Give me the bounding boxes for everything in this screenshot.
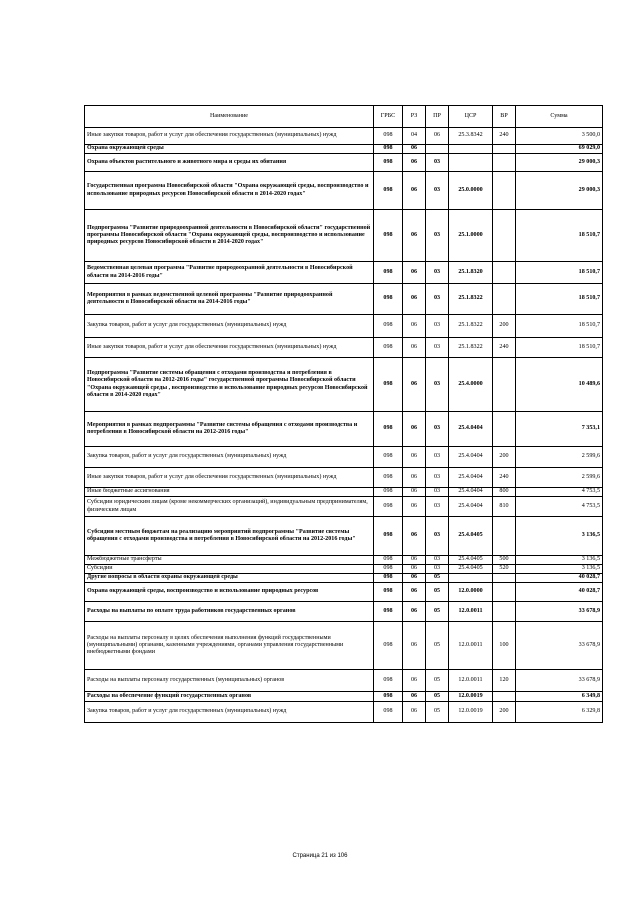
table-row — [85, 172, 603, 210]
table-row — [85, 702, 603, 723]
cell-csr: 12.0.0011 — [449, 670, 493, 692]
cell-pr: 03 — [426, 284, 449, 315]
cell-rz: 06 — [403, 447, 426, 468]
table-row — [85, 565, 603, 574]
cell-sum: 3 500,0 — [516, 128, 603, 145]
cell-rz: 06 — [403, 583, 426, 602]
cell-vr: 100 — [493, 622, 516, 670]
cell-grbs: 098 — [374, 284, 403, 315]
cell-sum: 33 678,9 — [516, 622, 603, 670]
cell-rz: 06 — [403, 574, 426, 583]
cell-pr: 03 — [426, 565, 449, 574]
cell-vr: 800 — [493, 488, 516, 497]
cell-vr — [493, 517, 516, 556]
cell-rz: 04 — [403, 128, 426, 145]
cell-sum: 40 028,7 — [516, 574, 603, 583]
column-header-name: Наименование — [85, 106, 374, 128]
cell-pr: 03 — [426, 172, 449, 210]
cell-rz: 06 — [403, 315, 426, 338]
cell-sum: 29 000,3 — [516, 154, 603, 172]
cell-csr: 25.4.0404 — [449, 468, 493, 488]
cell-rz: 06 — [403, 565, 426, 574]
table-row — [85, 262, 603, 284]
cell-name: Ведомственная целевая программа "Развитие природоохранной деятельности в Новосибирской области на 2014-2016 годы" — [85, 262, 374, 284]
table-row — [85, 412, 603, 447]
column-header-sum: Сумма — [516, 106, 603, 128]
table-row — [85, 583, 603, 602]
cell-grbs: 098 — [374, 565, 403, 574]
cell-sum: 69 029,0 — [516, 145, 603, 154]
cell-csr: 25.0.0000 — [449, 172, 493, 210]
cell-vr — [493, 262, 516, 284]
table-row — [85, 284, 603, 315]
cell-pr: 03 — [426, 517, 449, 556]
cell-vr — [493, 284, 516, 315]
cell-grbs: 098 — [374, 517, 403, 556]
cell-csr: 12.0.0019 — [449, 692, 493, 702]
column-header-vr: ВР — [493, 106, 516, 128]
cell-vr: 500 — [493, 556, 516, 565]
cell-sum: 18 510,7 — [516, 262, 603, 284]
cell-sum: 3 136,5 — [516, 517, 603, 556]
cell-name: Расходы на выплаты по оплате труда работников государственных органов — [85, 602, 374, 622]
cell-rz: 06 — [403, 145, 426, 154]
cell-rz: 06 — [403, 517, 426, 556]
cell-sum: 6 329,8 — [516, 702, 603, 723]
cell-csr: 25.1.8322 — [449, 284, 493, 315]
cell-pr — [426, 145, 449, 154]
cell-sum: 2 599,6 — [516, 447, 603, 468]
cell-rz: 06 — [403, 154, 426, 172]
cell-vr: 240 — [493, 468, 516, 488]
cell-pr: 05 — [426, 670, 449, 692]
cell-rz: 06 — [403, 172, 426, 210]
cell-rz: 06 — [403, 210, 426, 262]
cell-rz: 06 — [403, 602, 426, 622]
cell-pr: 03 — [426, 468, 449, 488]
cell-csr — [449, 154, 493, 172]
cell-csr: 25.4.0404 — [449, 447, 493, 468]
cell-rz: 06 — [403, 412, 426, 447]
cell-vr — [493, 412, 516, 447]
cell-vr — [493, 172, 516, 210]
cell-name: Закупка товаров, работ и услуг для государственных (муниципальных) нужд — [85, 447, 374, 468]
table-row — [85, 358, 603, 412]
cell-name: Мероприятия в рамках подпрограммы "Развитие системы обращения с отходами производства и потребления в Новосибирской области на 2012-2016 годы" — [85, 412, 374, 447]
cell-grbs: 098 — [374, 338, 403, 358]
cell-name: Иные закупки товаров, работ и услуг для обеспечения государственных (муниципальных) нужд — [85, 128, 374, 145]
cell-grbs: 098 — [374, 574, 403, 583]
cell-sum: 18 510,7 — [516, 315, 603, 338]
cell-rz: 06 — [403, 262, 426, 284]
cell-grbs: 098 — [374, 447, 403, 468]
cell-grbs: 098 — [374, 468, 403, 488]
cell-csr: 25.1.8322 — [449, 338, 493, 358]
cell-sum: 3 136,5 — [516, 556, 603, 565]
cell-name: Другие вопросы в области охраны окружающей среды — [85, 574, 374, 583]
table-row — [85, 128, 603, 145]
cell-csr: 25.3.8342 — [449, 128, 493, 145]
cell-rz: 06 — [403, 488, 426, 497]
cell-grbs: 098 — [374, 172, 403, 210]
cell-name: Расходы на выплаты персоналу в целях обеспечения выполнения функций государственными (муниципальными) органами, казенными учреждениями, органами управления государственными внебюджетными фондами — [85, 622, 374, 670]
cell-pr: 05 — [426, 574, 449, 583]
cell-name: Расходы на выплаты персоналу государственных (муниципальных) органов — [85, 670, 374, 692]
column-header-grbs: ГРБС — [374, 106, 403, 128]
cell-csr: 25.4.0405 — [449, 517, 493, 556]
cell-grbs: 098 — [374, 622, 403, 670]
cell-vr — [493, 574, 516, 583]
cell-name: Иные бюджетные ассигнования — [85, 488, 374, 497]
column-header-pr: ПР — [426, 106, 449, 128]
cell-sum: 29 000,3 — [516, 172, 603, 210]
cell-rz: 06 — [403, 468, 426, 488]
cell-name: Субсидии — [85, 565, 374, 574]
cell-pr: 03 — [426, 262, 449, 284]
cell-name: Иные закупки товаров, работ и услуг для обеспечения государственных (муниципальных) нужд — [85, 338, 374, 358]
table-row — [85, 468, 603, 488]
cell-csr: 12.0.0011 — [449, 602, 493, 622]
cell-pr: 03 — [426, 488, 449, 497]
cell-grbs: 098 — [374, 315, 403, 338]
cell-grbs: 098 — [374, 358, 403, 412]
cell-grbs: 098 — [374, 497, 403, 517]
cell-grbs: 098 — [374, 583, 403, 602]
cell-pr: 05 — [426, 692, 449, 702]
cell-csr: 25.4.0405 — [449, 556, 493, 565]
cell-rz: 06 — [403, 702, 426, 723]
cell-sum: 18 510,7 — [516, 338, 603, 358]
cell-grbs: 098 — [374, 154, 403, 172]
cell-name: Государственная программа Новосибирской области "Охрана окружающей среды, воспроизводство и использование природных ресурсов Новосибирской области в 2014-2020 годах" — [85, 172, 374, 210]
cell-vr — [493, 154, 516, 172]
cell-csr: 25.4.0405 — [449, 565, 493, 574]
cell-sum: 10 489,6 — [516, 358, 603, 412]
cell-name: Охрана объектов растительного и животного мира и среды их обитания — [85, 154, 374, 172]
cell-pr: 05 — [426, 702, 449, 723]
cell-grbs: 098 — [374, 602, 403, 622]
cell-name: Подпрограмма "Развитие природоохранной деятельности в Новосибирской области" государственной программы Новосибирской области "Охрана окружающей среды, воспроизводство и использование природных ресурсов Новосибирской области в 2014-2020 годах" — [85, 210, 374, 262]
budget-table — [84, 105, 603, 723]
cell-vr: 240 — [493, 338, 516, 358]
cell-sum: 4 753,5 — [516, 497, 603, 517]
cell-vr: 200 — [493, 447, 516, 468]
cell-sum: 3 136,5 — [516, 565, 603, 574]
cell-pr: 03 — [426, 358, 449, 412]
cell-vr — [493, 692, 516, 702]
cell-grbs: 098 — [374, 128, 403, 145]
cell-sum: 33 678,9 — [516, 602, 603, 622]
cell-vr — [493, 145, 516, 154]
cell-pr: 03 — [426, 556, 449, 565]
table-row — [85, 622, 603, 670]
table-row — [85, 692, 603, 702]
cell-grbs: 098 — [374, 210, 403, 262]
cell-name: Иные закупки товаров, работ и услуг для обеспечения государственных (муниципальных) нужд — [85, 468, 374, 488]
cell-vr — [493, 602, 516, 622]
cell-sum: 7 353,1 — [516, 412, 603, 447]
table-row — [85, 447, 603, 468]
cell-csr: 12.0.0019 — [449, 702, 493, 723]
cell-pr: 05 — [426, 622, 449, 670]
page-number: Страница 21 из 106 — [292, 853, 348, 859]
column-header-rz: РЗ — [403, 106, 426, 128]
cell-sum: 6 349,8 — [516, 692, 603, 702]
cell-vr: 240 — [493, 128, 516, 145]
cell-vr: 200 — [493, 315, 516, 338]
cell-pr: 03 — [426, 154, 449, 172]
cell-sum: 18 510,7 — [516, 210, 603, 262]
cell-sum: 18 510,7 — [516, 284, 603, 315]
cell-csr — [449, 574, 493, 583]
cell-sum: 40 028,7 — [516, 583, 603, 602]
cell-vr: 520 — [493, 565, 516, 574]
cell-name: Межбюджетные трансферты — [85, 556, 374, 565]
table-row — [85, 210, 603, 262]
cell-name: Субсидии юридическим лицам (кроме некоммерческих организаций), индивидуальным предпринимателям, физическим лицам — [85, 497, 374, 517]
cell-grbs: 098 — [374, 145, 403, 154]
cell-grbs: 098 — [374, 692, 403, 702]
table-row — [85, 154, 603, 172]
cell-csr: 25.1.8322 — [449, 315, 493, 338]
table-body — [85, 128, 603, 723]
cell-grbs: 098 — [374, 488, 403, 497]
cell-rz: 06 — [403, 622, 426, 670]
table-row — [85, 556, 603, 565]
cell-rz: 06 — [403, 670, 426, 692]
cell-sum: 2 599,6 — [516, 468, 603, 488]
table-row — [85, 488, 603, 497]
cell-pr: 03 — [426, 497, 449, 517]
column-header-csr: ЦСР — [449, 106, 493, 128]
table-row — [85, 497, 603, 517]
cell-csr: 25.4.0404 — [449, 488, 493, 497]
table-row — [85, 338, 603, 358]
cell-name: Подпрограмма "Развитие системы обращения с отходами производства и потребления в Новосибирской области на 2012-2016 годы" государственной программы Новосибирской области "Охрана окружающей среды , воспроизводство и использование природных ресурсов Новосибирской области в 2014-2020 годах" — [85, 358, 374, 412]
cell-rz: 06 — [403, 692, 426, 702]
cell-name: Закупка товаров, работ и услуг для государственных (муниципальных) нужд — [85, 702, 374, 723]
cell-csr: 12.0.0011 — [449, 622, 493, 670]
cell-pr: 05 — [426, 583, 449, 602]
cell-pr: 03 — [426, 210, 449, 262]
cell-csr: 25.1.0000 — [449, 210, 493, 262]
cell-rz: 06 — [403, 358, 426, 412]
table-row — [85, 145, 603, 154]
table-row — [85, 574, 603, 583]
cell-vr — [493, 583, 516, 602]
cell-csr: 12.0.0000 — [449, 583, 493, 602]
cell-name: Закупка товаров, работ и услуг для государственных (муниципальных) нужд — [85, 315, 374, 338]
cell-csr: 25.4.0404 — [449, 412, 493, 447]
cell-name: Охрана окружающей среды — [85, 145, 374, 154]
cell-grbs: 098 — [374, 412, 403, 447]
table-row — [85, 315, 603, 338]
cell-rz: 06 — [403, 338, 426, 358]
cell-grbs: 098 — [374, 670, 403, 692]
cell-pr: 06 — [426, 128, 449, 145]
cell-pr: 05 — [426, 602, 449, 622]
cell-vr: 120 — [493, 670, 516, 692]
table-row — [85, 517, 603, 556]
cell-pr: 03 — [426, 315, 449, 338]
cell-grbs: 098 — [374, 262, 403, 284]
table-row — [85, 602, 603, 622]
cell-pr: 03 — [426, 447, 449, 468]
cell-csr: 25.4.0404 — [449, 497, 493, 517]
cell-vr: 810 — [493, 497, 516, 517]
cell-rz: 06 — [403, 497, 426, 517]
cell-name: Охрана окружающей среды, воспроизводство и использование природных ресурсов — [85, 583, 374, 602]
cell-csr: 25.1.8320 — [449, 262, 493, 284]
table-header-row — [85, 106, 603, 128]
cell-pr: 03 — [426, 412, 449, 447]
cell-rz: 06 — [403, 556, 426, 565]
cell-sum: 33 678,9 — [516, 670, 603, 692]
cell-pr: 03 — [426, 338, 449, 358]
cell-sum: 4 753,5 — [516, 488, 603, 497]
cell-grbs: 098 — [374, 702, 403, 723]
cell-vr — [493, 358, 516, 412]
cell-rz: 06 — [403, 284, 426, 315]
table-row — [85, 670, 603, 692]
cell-name: Мероприятия в рамках ведомственной целевой программы "Развитие природоохранной деятельности в Новосибирской области на 2014-2016 годы" — [85, 284, 374, 315]
cell-csr: 25.4.0000 — [449, 358, 493, 412]
cell-csr — [449, 145, 493, 154]
cell-name: Расходы на обеспечение функций государственных органов — [85, 692, 374, 702]
cell-name: Субсидии местным бюджетам на реализацию мероприятий подпрограммы "Развитие системы обращения с отходами производства и потребления в Новосибирской области на 2012-2016 годы" — [85, 517, 374, 556]
cell-grbs: 098 — [374, 556, 403, 565]
cell-vr — [493, 210, 516, 262]
cell-vr: 200 — [493, 702, 516, 723]
